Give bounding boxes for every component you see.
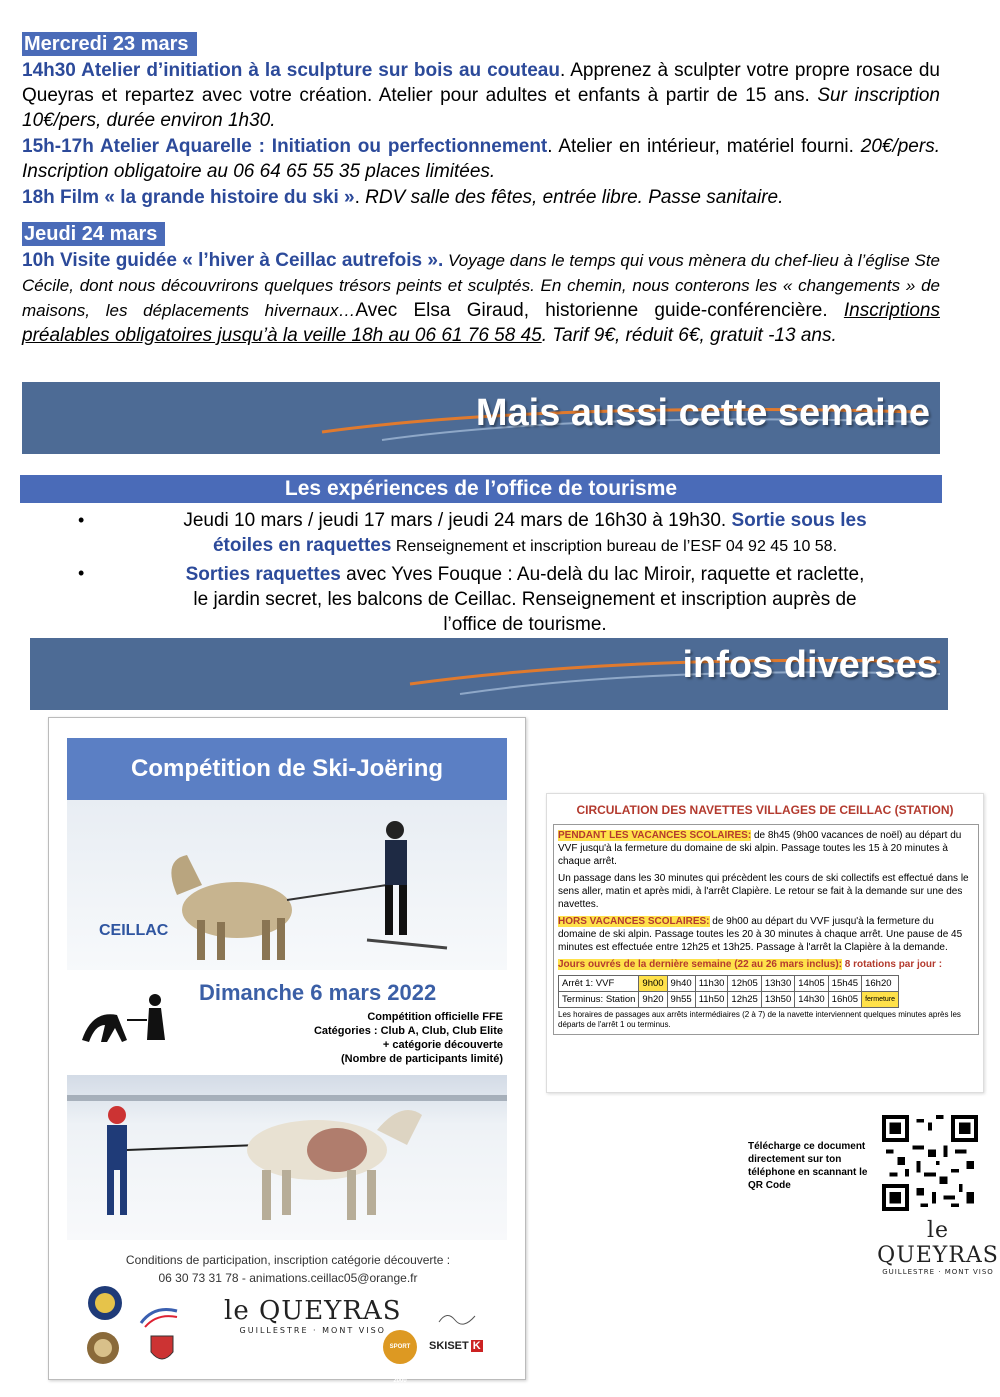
table-cell: 9h40 — [667, 976, 695, 992]
navette-paragraph — [558, 958, 974, 971]
table-cell: 11h30 — [695, 976, 728, 992]
skijoering-silhouette-icon — [77, 980, 177, 1060]
event-text: . Atelier en intérieur, matériel fourni. — [547, 136, 861, 157]
navette-paragraph: Un passage dans les 30 minutes qui précèdent les cours de ski collectifs est effectué dans le sens aller, matin et après midi, à l'arrêt Clapière. Le retour se fait à la demande sur une des navettes. — [558, 873, 969, 910]
ffe-badge-icon — [85, 1283, 125, 1323]
navette-text: de 9h00 au départ du VVF jusqu'à la fermeture du domaine de ski alpin. Passage toutes les 20 à 30 minutes à chaque arrêt. Une pause de 45 minutes est effectuée entre 12h25 et 13h25. Passage à l'arrêt la Clapière à la demande. — [558, 916, 963, 953]
table-cell: fermeture — [862, 992, 899, 1008]
poster-conditions: Conditions de participation, inscription catégorie découverte : — [125, 1253, 451, 1267]
queyras-logo-bottom — [876, 1218, 1000, 1276]
poster-photo-top — [67, 800, 507, 970]
poster-info-line: Catégories : Club A, Club, Club Elite — [313, 1025, 503, 1037]
event-end: . Tarif 9€, réduit 6€, gratuit -13 ans. — [541, 325, 837, 346]
sport2000-logo — [383, 1330, 417, 1384]
navette-highlight: PENDANT LES VACANCES SCOLAIRES: — [558, 830, 752, 841]
item-text: Jeudi 10 mars / jeudi 17 mars / jeudi 24 mars de 16h30 à 19h30. — [183, 510, 732, 531]
logo-text: SPORT 2000 — [389, 1344, 411, 1384]
signature-logo-icon — [437, 1308, 477, 1328]
item-highlight: Sortie sous les — [731, 510, 867, 531]
item-highlight: Sorties raquettes — [185, 564, 341, 585]
skijoering-poster — [48, 717, 526, 1384]
item-text: l’office de tourisme. — [443, 614, 607, 635]
poster-info-line: Compétition officielle FFE — [367, 1011, 503, 1023]
table-cell: Terminus: Station — [559, 992, 639, 1008]
poster-date: Dimanche 6 mars 2022 — [199, 980, 437, 1005]
event-text: Avec Elsa Giraud, historienne guide-conférencière. — [355, 300, 844, 321]
navette-title: CIRCULATION DES NAVETTES VILLAGES DE CEILLAC (STATION) — [576, 803, 954, 817]
table-cell: 9h20 — [639, 992, 667, 1008]
table-cell: 9h00 — [639, 976, 667, 992]
skiset-mark-icon: K — [472, 1340, 481, 1352]
section-banner-infos — [30, 638, 948, 710]
table-cell: 15h45 — [828, 976, 861, 992]
bullet-icon: • — [78, 510, 85, 530]
logo-main: le QUEYRAS — [224, 1296, 402, 1326]
ffe-logo-icon — [139, 1303, 179, 1329]
navette-highlight: Jours ouvrés de la dernière semaine (22 au 26 mars inclus): — [558, 959, 843, 970]
event-italic: Voyage dans le temps qui vous mènera du chef-lieu à l’église Ste Cécile, dont nous découvrirons quelques trésors peints et sculptés. En chemin, nous conterons les « changements » de maisons, les déplacements hivernaux… — [22, 251, 941, 320]
table-cell: 13h50 — [761, 992, 794, 1008]
poster-photo-bottom — [67, 1075, 507, 1240]
bullet-icon: • — [78, 563, 85, 583]
event-underline: Inscriptions préalables obligatoires jusqu’à la veille 18h au 06 61 76 58 45 — [22, 300, 940, 346]
office-item-etoiles — [110, 508, 940, 559]
navette-schedule — [546, 793, 984, 1093]
poster-info — [314, 1010, 503, 1066]
navette-paragraph — [558, 829, 974, 868]
banner-title: infos diverses — [682, 644, 938, 686]
logo-sub: GUILLESTRE · MONT VISO — [239, 1326, 386, 1335]
event-title: 15h-17h Atelier Aquarelle : Initiation ou perfectionnement — [22, 136, 548, 157]
event-wednesday-film — [22, 185, 940, 210]
event-text: . — [354, 187, 366, 208]
logo-sub: GUILLESTRE · MONT VISO — [882, 1268, 994, 1276]
table-cell: 16h05 — [828, 992, 861, 1008]
table-cell: 14h30 — [795, 992, 828, 1008]
table-cell: Arrêt 1: VVF — [559, 976, 639, 992]
poster-info-line: (Nombre de participants limité) — [341, 1053, 503, 1065]
item-text: avec Yves Fouque : Au-delà du lac Miroir, raquette et raclette, — [340, 564, 865, 585]
poster-info-line: + catégorie découverte — [382, 1039, 503, 1051]
table-cell: 14h05 — [795, 976, 828, 992]
navette-paragraph — [558, 915, 974, 954]
logo-text: SKISET — [429, 1340, 469, 1352]
table-cell: 12h25 — [728, 992, 761, 1008]
event-italic: 20€/pers. Inscription obligatoire au 06 64 65 55 35 places limitées. — [22, 136, 940, 182]
qr-instructions: Télécharge ce document directement sur ton téléphone en scannant le QR Code — [748, 1141, 868, 1191]
day-heading-thursday: Jeudi 24 mars — [22, 222, 165, 246]
poster-contact: 06 30 73 31 78 - animations.ceillac05@orange.fr — [158, 1271, 418, 1285]
table-cell: 9h55 — [667, 992, 695, 1008]
table-cell: 16h20 — [862, 976, 899, 992]
event-wednesday-sculpture — [22, 58, 940, 133]
office-item-raquettes — [110, 562, 940, 637]
navette-highlight: HORS VACANCES SCOLAIRES: — [558, 916, 710, 927]
office-heading: Les expériences de l’office de tourisme — [20, 475, 942, 503]
poster-place: CEILLAC — [99, 922, 169, 939]
event-title: 14h30 Atelier d’initiation à la sculpture sur bois au couteau — [22, 60, 560, 81]
horse-emblem-icon — [85, 1330, 121, 1366]
item-highlight: étoiles en raquettes — [212, 535, 392, 556]
table-row — [559, 992, 899, 1008]
event-text: . Apprenez à sculpter votre propre rosace du Queyras et repartez avec votre création. Atelier pour adultes et enfants à partir de 15 ans. — [22, 60, 940, 106]
day-heading-wednesday: Mercredi 23 mars — [22, 32, 197, 56]
ceillac-crest-icon — [149, 1334, 175, 1366]
event-italic: Sur inscription 10€/pers, durée environ 1h30. — [22, 85, 940, 131]
navette-text: 8 rotations par jour : — [842, 959, 943, 970]
table-cell: 13h30 — [761, 976, 794, 992]
navette-body — [553, 824, 979, 1035]
item-text: le jardin secret, les balcons de Ceillac. Renseignement et inscription auprès de — [193, 589, 857, 610]
section-banner-week — [22, 382, 940, 454]
event-title: 18h Film « la grande histoire du ski » — [22, 187, 355, 208]
table-cell: 12h05 — [728, 976, 761, 992]
event-title: 10h Visite guidée « l’hiver à Ceillac autrefois ». — [22, 250, 444, 271]
item-small: Renseignement et inscription bureau de l’ESF 04 92 45 10 58. — [391, 538, 838, 555]
queyras-logo — [224, 1296, 402, 1335]
poster-title: Compétition de Ski-Joëring — [67, 738, 507, 800]
navette-text: de 8h45 (9h00 vacances de noël) au départ du VVF jusqu'à la fermeture du domaine de ski alpin. Passage toutes les 15 à 20 minutes à chaque arrêt. — [558, 830, 962, 867]
logo-main: le QUEYRAS — [877, 1218, 999, 1268]
event-thursday-visite — [22, 248, 940, 348]
table-cell: 11h50 — [695, 992, 728, 1008]
banner-title: Mais aussi cette semaine — [475, 392, 930, 434]
table-row — [559, 976, 899, 992]
event-italic: RDV salle des fêtes, entrée libre. Passe sanitaire. — [365, 187, 784, 208]
navette-note: Les horaires de passages aux arrêts intermédiaires (2 à 7) de la navette interviennent quelques minutes après les départs de l'arrêt 1 ou terminus. — [558, 1010, 961, 1029]
qr-code-icon — [882, 1115, 978, 1211]
event-wednesday-aquarelle — [22, 134, 940, 184]
navette-table — [558, 975, 899, 1008]
skiset-logo — [429, 1340, 483, 1352]
